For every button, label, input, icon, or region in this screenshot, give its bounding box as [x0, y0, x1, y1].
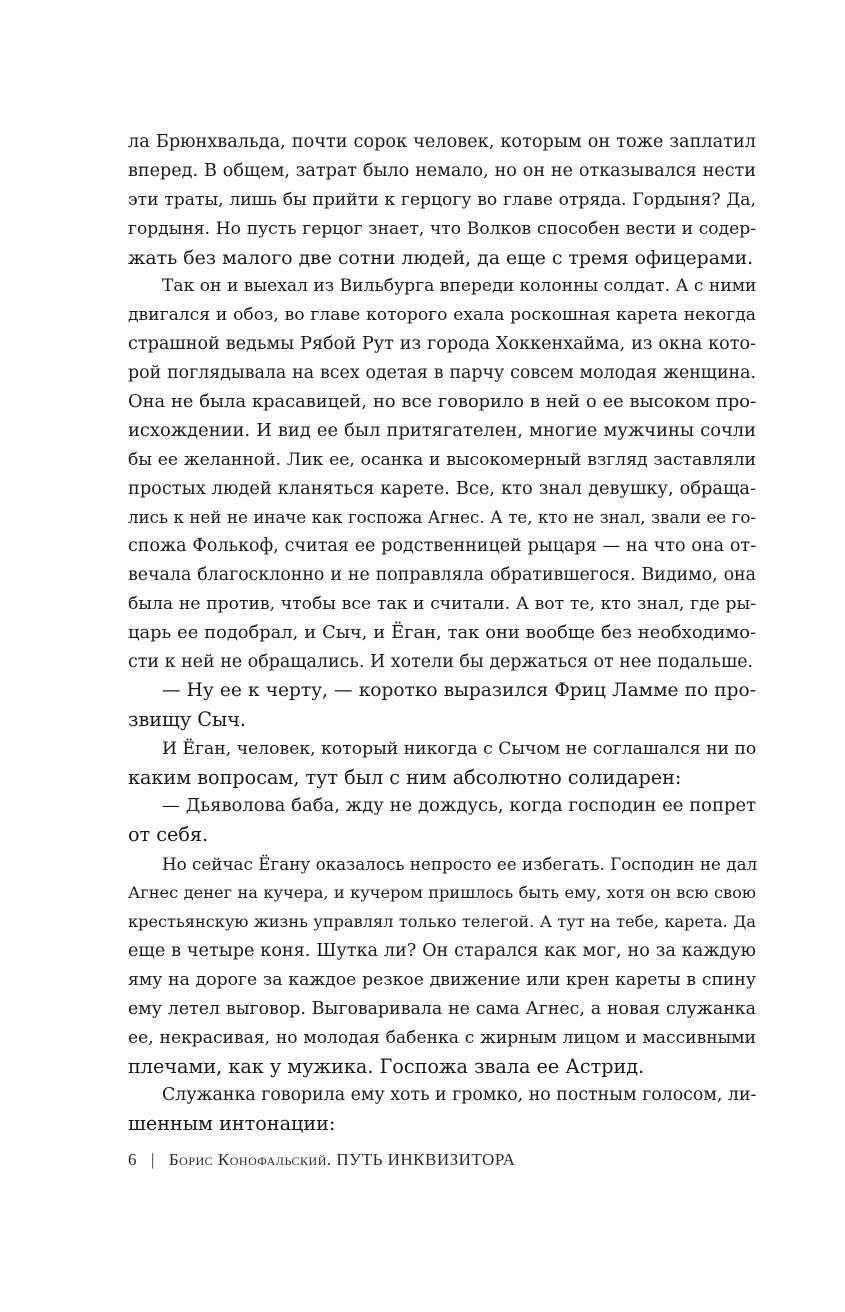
text-line: простых людей кланяться карете. Все, кто знал девушку, обраща-: [128, 478, 756, 499]
text-line: страшной ведьмы Рябой Рут из города Хоккенхайма, из окна кото-: [128, 334, 756, 355]
text-line: гордыня. Но пусть герцог знает, что Волков способен вести и содер-: [128, 218, 756, 239]
page-text: [128, 128, 756, 1139]
text-line: двигался и обоз, во главе которого ехала роскошная карета некогда: [128, 305, 756, 326]
paragraph-6: [128, 850, 756, 1081]
paragraph-1: [128, 128, 756, 272]
running-footer: [128, 1150, 515, 1170]
text-line: бы ее желанной. Лик ее, осанка и высокомерный взгляд заставляли: [128, 449, 756, 470]
text-line: Но сейчас Ёгану оказалось непросто ее избегать. Господин не дал: [162, 854, 758, 875]
text-line: царь ее подобрал, и Сыч, и Ёган, так они вообще без необходимо-: [128, 622, 756, 644]
text-line: еще в четыре коня. Шутка ли? Он старался как мог, но за каждую: [128, 940, 756, 961]
page-number: 6: [128, 1150, 137, 1169]
text-line: звищу Сыч.: [128, 707, 247, 731]
text-line: рой поглядывала на всех одетая в парчу совсем молодая женщина.: [128, 363, 756, 384]
paragraph-5: [128, 792, 756, 850]
text-line: Она не была красавицей, но все говорило в ней о ее высоком про-: [128, 391, 756, 413]
text-line: Так он и выехал из Вильбурга впереди колонны солдат. А с ними: [162, 276, 757, 297]
text-line: была не против, чтобы все так и считали. А вот те, кто знал, где ры-: [128, 594, 756, 615]
paragraph-2: [128, 272, 756, 676]
text-line: шенным интонации:: [128, 1112, 336, 1136]
text-line: плечами, как у мужика. Госпожа звала ее Астрид.: [128, 1054, 645, 1078]
text-line: вечала благосклонно и не поправляла обратившегося. Видимо, она: [128, 565, 756, 586]
text-line: — Ну ее к черту, — коротко выразился Фриц Ламме по про-: [162, 679, 756, 701]
footer-book-title: ПУТЬ ИНКВИЗИТОРА: [336, 1150, 516, 1169]
text-line: жать без малого две сотни людей, да еще с тремя офицерами.: [128, 246, 754, 269]
paragraph-7: [128, 1081, 756, 1139]
paragraph-3: [128, 677, 756, 735]
text-line: от себя.: [128, 823, 209, 847]
text-line: ее, некрасивая, но молодая бабенка с жирным лицом и массивными: [128, 1027, 756, 1048]
text-line: яму на дороге за каждое резкое движение или крен кареты в спину: [128, 969, 756, 990]
text-line: Агнес денег на кучера, и кучером пришлось быть ему, хотя он всю свою: [128, 883, 756, 903]
text-line: каким вопросам, тут был с ним абсолютно солидарен:: [128, 765, 682, 789]
text-line: — Дьяволова баба, жду не дождусь, когда господин ее попрет: [162, 795, 756, 817]
text-line: ла Брюнхвальда, почти сорок человек, которым он тоже заплатил: [128, 132, 756, 152]
text-line: Служанка говорила ему хоть и громко, но постным голосом, ли-: [162, 1085, 757, 1106]
paragraph-4: [128, 735, 756, 793]
text-line: лись к ней не иначе как госпожа Агнес. А те, кто не знал, звали ее го-: [128, 507, 756, 527]
text-line: крестьянскую жизнь управлял только телегой. А тут на тебе, карета. Да: [128, 912, 756, 932]
text-line: вперед. В общем, затрат было немало, но он не отказывался нести: [128, 160, 756, 181]
footer-separator: |: [151, 1150, 155, 1169]
text-line: спожа Фолькоф, считая ее родственницей рыцаря — на что она от-: [128, 536, 756, 557]
footer-author: Борис Конофальский.: [168, 1150, 332, 1169]
text-line: эти траты, лишь бы прийти к герцогу во главе отряда. Гордыня? Да,: [128, 189, 756, 210]
text-line: И Ёган, человек, который никогда с Сычом не соглашался ни по: [162, 738, 757, 759]
text-line: исхождении. И вид ее был притягателен, многие мужчины сочли: [128, 419, 756, 441]
text-line: ему летел выговор. Выговаривала не сама Агнес, а новая служанка: [128, 998, 756, 1019]
text-line: сти к ней не обращались. И хотели бы держаться от нее подальше.: [128, 652, 754, 673]
